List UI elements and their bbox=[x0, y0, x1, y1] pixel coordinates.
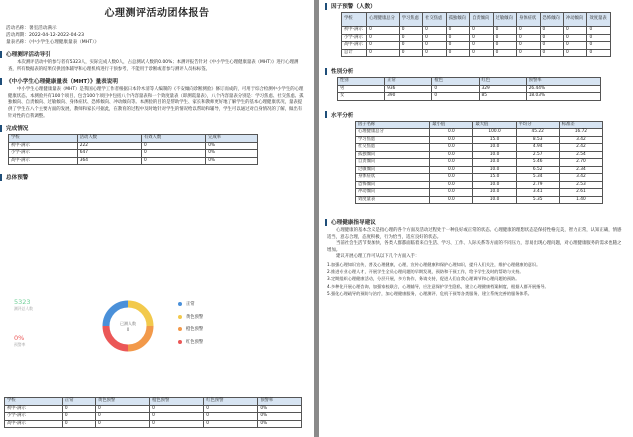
report-title: 心理测评活动团体报告 bbox=[104, 8, 210, 19]
table-cell: 222 bbox=[77, 142, 141, 150]
table-cell: 0 bbox=[367, 34, 400, 42]
donut-legend bbox=[178, 298, 203, 348]
table-cell: 0.0 bbox=[430, 181, 473, 189]
table-cell: 0 bbox=[563, 27, 586, 35]
advice-paragraph-1: 心理健康的基本含义是指心理的各个方面及活动过程处于一种良好或正常的状态。心理健康的理想状态是保持性格完美，智力正常，认知正确，情感适当，意志合理，态度积极，行为恰当，适应良好的状态。 bbox=[327, 228, 622, 240]
section-level: 水平分析 bbox=[325, 111, 633, 119]
table-header-cell: 平均分 bbox=[516, 121, 559, 129]
table-cell: 总计 bbox=[342, 49, 367, 57]
table-row bbox=[356, 144, 603, 152]
table-cell: 学习焦虑 bbox=[356, 136, 430, 144]
table-cell: 10.0 bbox=[473, 196, 516, 204]
table-cell: 冲动倾向 bbox=[356, 189, 430, 197]
table-cell: 0.0 bbox=[430, 151, 473, 159]
table-cell: 0 bbox=[367, 27, 400, 35]
table-cell: 0.0 bbox=[430, 136, 473, 144]
section-guide: 心理测评活动导引 bbox=[0, 50, 314, 58]
table-cell: 过敏倾向 bbox=[356, 166, 430, 174]
table-header-cell: 因子名称 bbox=[356, 121, 430, 129]
summary-stats bbox=[14, 298, 33, 348]
table-cell: 0 bbox=[517, 42, 540, 50]
intro-paragraph: 本次测评活动中的参与者有5323人，实际完成人数0人，占总测试人数的0.00%；本测评报告针对《中小学生心理健康量表（MHT）》进行心理测查，所有数据表的结果仅供团体辅导和心理机构进行干预参考，不能用于诊断或者参与测评人员标标签。 bbox=[8, 60, 299, 72]
table-cell: 小学-满示 bbox=[342, 34, 367, 42]
table-cell: 3.41 bbox=[516, 189, 559, 197]
table-cell: 自责倾向 bbox=[356, 159, 430, 167]
table-cell: 初中-满示 bbox=[342, 27, 367, 35]
donut-center-value: 0 bbox=[126, 327, 130, 332]
table-cell: 0 bbox=[587, 42, 611, 50]
table-cell: 0 bbox=[446, 34, 469, 42]
table-row bbox=[5, 405, 302, 413]
table-cell: 100.0 bbox=[473, 129, 516, 137]
table-row bbox=[342, 27, 611, 35]
section-gender: 性别分析 bbox=[325, 67, 633, 75]
table-header-cell: 黄色预警 bbox=[96, 398, 150, 406]
table-cell: 0.0 bbox=[430, 189, 473, 197]
table-cell: 3.42 bbox=[559, 136, 602, 144]
warning-table bbox=[4, 397, 302, 428]
table-cell: 2.53 bbox=[559, 181, 602, 189]
table-cell: 0 bbox=[204, 413, 258, 421]
table-cell: 0 bbox=[493, 49, 516, 57]
table-row bbox=[356, 159, 603, 167]
table-cell: 2.79 bbox=[516, 181, 559, 189]
table-cell: 0.0 bbox=[430, 159, 473, 167]
activity-name: 活动名称：暑室活动满示 bbox=[6, 26, 57, 31]
warning-rate-label: 预警率 bbox=[14, 342, 26, 347]
table-header-cell: 效度量表 bbox=[587, 13, 611, 27]
table-cell: 女 bbox=[338, 93, 385, 101]
table-cell: 4.94 bbox=[516, 144, 559, 152]
table-cell: 0% bbox=[206, 150, 258, 158]
table-cell: 5.46 bbox=[516, 159, 559, 167]
table-header-cell: 完成率 bbox=[206, 135, 258, 143]
table-header-cell: 预警率 bbox=[526, 78, 600, 86]
completion-table bbox=[8, 134, 258, 165]
table-cell: 0% bbox=[258, 413, 302, 421]
scale-name: 量表名称：《中小学生心理健康量表（MHT）》 bbox=[6, 40, 99, 45]
table-cell: 高中-满示 bbox=[9, 157, 78, 165]
table-cell: 0 bbox=[62, 405, 95, 413]
section-completion: 完成情况 bbox=[0, 124, 314, 132]
table-row bbox=[356, 174, 603, 182]
table-cell: 0 bbox=[540, 34, 563, 42]
table-cell: 0 bbox=[470, 42, 493, 50]
table-cell: 0 bbox=[432, 93, 479, 101]
table-row bbox=[356, 136, 603, 144]
table-cell: 0.0 bbox=[430, 196, 473, 204]
table-cell: 5.34 bbox=[516, 174, 559, 182]
table-cell: 0 bbox=[563, 34, 586, 42]
table-cell: 0 bbox=[96, 405, 150, 413]
table-header-cell: 有效人数 bbox=[141, 135, 205, 143]
table-cell: 0 bbox=[367, 49, 400, 57]
table-cell: 45.22 bbox=[516, 129, 559, 137]
warning-rate: 0% bbox=[14, 334, 25, 342]
table-header-cell: 孤独倾向 bbox=[446, 13, 469, 27]
table-cell: 0 bbox=[399, 34, 422, 42]
table-row bbox=[9, 157, 258, 165]
table-header-cell: 恐怖倾向 bbox=[540, 13, 563, 27]
gender-table bbox=[337, 77, 601, 101]
table-cell: 0 bbox=[204, 405, 258, 413]
table-cell: 0 bbox=[150, 405, 204, 413]
table-cell: 2.57 bbox=[516, 151, 559, 159]
advice-item: 5.强化心理疏导的预防与治疗，加心理健康服务，心理测评、危机干预等各类服务，建立系统完善的服务体系。 bbox=[327, 290, 532, 296]
table-cell: 0 bbox=[141, 142, 205, 150]
table-row bbox=[5, 413, 302, 421]
table-cell: 0 bbox=[423, 27, 446, 35]
table-cell: 恐怖倾向 bbox=[356, 181, 430, 189]
table-row bbox=[342, 49, 611, 57]
table-header-cell: 正常 bbox=[385, 78, 432, 86]
table-header-cell: 标准差 bbox=[559, 121, 602, 129]
section-factor: 因子预警（人数） bbox=[325, 2, 633, 10]
table-cell: 0.0 bbox=[430, 174, 473, 182]
table-cell: 0 bbox=[540, 42, 563, 50]
table-header-cell: 红色 bbox=[479, 78, 526, 86]
table-cell: 身体症状 bbox=[356, 174, 430, 182]
table-cell: 小学-满示 bbox=[5, 413, 63, 421]
table-row bbox=[342, 42, 611, 50]
table-cell: 0 bbox=[517, 49, 540, 57]
table-header-row bbox=[5, 398, 302, 406]
table-cell: 初中-满示 bbox=[9, 142, 78, 150]
table-cell: 心理健康总分 bbox=[356, 129, 430, 137]
table-cell: 2.42 bbox=[559, 144, 602, 152]
table-cell: 16.72 bbox=[559, 129, 602, 137]
table-cell: 0 bbox=[96, 413, 150, 421]
table-cell: 0 bbox=[399, 49, 422, 57]
table-header-cell: 冲动倾向 bbox=[563, 13, 586, 27]
advice-item: 3.定期组织心理健康活动，分层开展，多方协作，务请支持，促进人们自我心理调节和心理问题的预防。 bbox=[327, 276, 520, 282]
table-cell: 社交焦虑 bbox=[356, 144, 430, 152]
table-header-cell: 性别 bbox=[338, 78, 385, 86]
table-cell: 3.42 bbox=[559, 174, 602, 182]
table-cell: 0 bbox=[493, 27, 516, 35]
advice-item: 1.加强心理知识宣传，普及心理健康，心理，宣传心理健康和保护心理知识，提升人们关注，维护心理健康的意识。 bbox=[327, 261, 541, 267]
table-header-cell: 正常 bbox=[62, 398, 95, 406]
level-table bbox=[355, 121, 603, 205]
report-page-1 bbox=[0, 0, 314, 437]
table-header-cell: 学校 bbox=[342, 13, 367, 27]
table-cell: 10.0 bbox=[473, 159, 516, 167]
table-header-cell: 最小值 bbox=[430, 121, 473, 129]
table-header-cell: 橙色预警 bbox=[150, 398, 204, 406]
legend-item-yellow: 黄色预警 bbox=[178, 311, 203, 324]
table-cell: 0 bbox=[399, 42, 422, 50]
table-cell: 0 bbox=[204, 420, 258, 428]
table-cell: 0 bbox=[470, 49, 493, 57]
table-header-cell: 学习焦虑 bbox=[399, 13, 422, 27]
total-count-label: 测评总人数 bbox=[14, 306, 33, 311]
table-row bbox=[9, 142, 258, 150]
table-cell: 15.0 bbox=[473, 136, 516, 144]
table-cell: 8.53 bbox=[516, 136, 559, 144]
table-cell: 0 bbox=[446, 27, 469, 35]
table-header-row bbox=[338, 78, 601, 86]
advice-item: 4.多种化开展心理咨询，加强家校联合，心理辅导，应注意保护学生隐私，建立心理健康档案制度，根据人群开展指导。 bbox=[327, 283, 549, 289]
table-cell: 1.40 bbox=[559, 196, 602, 204]
table-cell: 390 bbox=[385, 93, 432, 101]
table-cell: 10.0 bbox=[473, 181, 516, 189]
table-cell: 0% bbox=[206, 157, 258, 165]
table-cell: 0 bbox=[399, 27, 422, 35]
table-cell: 0.0 bbox=[430, 166, 473, 174]
activity-period: 活动周期：2022-04-12-2022-04-23 bbox=[6, 33, 85, 38]
table-header-cell: 心理健康总分 bbox=[367, 13, 400, 27]
table-cell: 0 bbox=[62, 413, 95, 421]
advice-item: 2.推进专业心理人才，开展学生全员心理问题的早期发现，预防和干预工作，给予学生及时的帮助与支持。 bbox=[327, 269, 524, 275]
table-cell: 0.0 bbox=[430, 144, 473, 152]
legend-item-red: 红色预警 bbox=[178, 336, 203, 349]
table-cell: 10.0 bbox=[473, 151, 516, 159]
table-cell: 647 bbox=[77, 150, 141, 158]
table-header-cell: 红色预警 bbox=[204, 398, 258, 406]
advice-paragraph-2: 当前社会生活节奏加快，各类人群都面临着来自生活、学习、工作、人际关系等方面的不同压力，容易出现心理问题，对心理健康服务的需求也随之增加。 bbox=[327, 241, 622, 253]
table-cell: 0 bbox=[423, 49, 446, 57]
table-cell: 2.61 bbox=[559, 189, 602, 197]
table-row bbox=[338, 93, 601, 101]
legend-item-orange: 橙色预警 bbox=[178, 323, 203, 336]
table-cell: 高中-满示 bbox=[5, 420, 63, 428]
table-cell: 0 bbox=[470, 34, 493, 42]
table-header-cell: 身体症状 bbox=[517, 13, 540, 27]
table-cell: 0 bbox=[432, 85, 479, 93]
table-row bbox=[356, 166, 603, 174]
table-row bbox=[356, 181, 603, 189]
table-row bbox=[338, 85, 601, 93]
table-cell: 小学-满示 bbox=[9, 150, 78, 158]
section-advice: 心理健康指导建议 bbox=[325, 218, 633, 226]
table-cell: 0 bbox=[150, 413, 204, 421]
table-header-cell: 橙色 bbox=[432, 78, 479, 86]
table-cell: 329 bbox=[479, 85, 526, 93]
table-cell: 0 bbox=[493, 34, 516, 42]
table-row bbox=[356, 129, 603, 137]
table-cell: 0 bbox=[141, 150, 205, 158]
table-cell: 0 bbox=[493, 42, 516, 50]
table-cell: 10.0 bbox=[473, 189, 516, 197]
table-cell: 0 bbox=[141, 157, 205, 165]
table-cell: 0 bbox=[367, 42, 400, 50]
table-header-row bbox=[342, 13, 611, 27]
legend-item-normal: 正常 bbox=[178, 298, 203, 311]
table-cell: 364 bbox=[77, 157, 141, 165]
advice-paragraph-3: 建议开展心理工作可从以下几个方面入手： bbox=[336, 254, 420, 260]
warning-donut-chart bbox=[98, 296, 158, 356]
table-cell: 0 bbox=[540, 27, 563, 35]
table-cell: 2.70 bbox=[559, 159, 602, 167]
table-cell: 0 bbox=[587, 34, 611, 42]
section-warning: 总体预警 bbox=[0, 173, 314, 181]
table-header-cell: 过敏倾向 bbox=[493, 13, 516, 27]
table-header-cell: 自责倾向 bbox=[470, 13, 493, 27]
table-cell: 2.54 bbox=[559, 151, 602, 159]
table-cell: 0 bbox=[446, 42, 469, 50]
table-row bbox=[356, 196, 603, 204]
table-cell: 10.0 bbox=[473, 166, 516, 174]
table-header-cell: 学校 bbox=[9, 135, 78, 143]
table-cell: 0.0 bbox=[430, 129, 473, 137]
table-row bbox=[342, 34, 611, 42]
table-cell: 0% bbox=[258, 420, 302, 428]
table-cell: 936 bbox=[385, 85, 432, 93]
factor-table bbox=[341, 12, 611, 57]
table-cell: 15.0 bbox=[473, 174, 516, 182]
table-cell: 0 bbox=[517, 34, 540, 42]
table-cell: 0% bbox=[206, 142, 258, 150]
table-cell: 高中-满示 bbox=[342, 42, 367, 50]
table-cell: 0 bbox=[587, 27, 611, 35]
table-header-row bbox=[356, 121, 603, 129]
table-cell: 26.44% bbox=[526, 85, 600, 93]
table-cell: 2.34 bbox=[559, 166, 602, 174]
report-page-2 bbox=[319, 0, 633, 437]
table-cell: 0 bbox=[563, 42, 586, 50]
table-cell: 0% bbox=[258, 405, 302, 413]
table-header-cell: 学校 bbox=[5, 398, 63, 406]
table-cell: 0 bbox=[96, 420, 150, 428]
table-cell: 0 bbox=[150, 420, 204, 428]
total-count: 5323 bbox=[14, 298, 31, 306]
table-header-cell: 预警率 bbox=[258, 398, 302, 406]
table-row bbox=[356, 189, 603, 197]
table-cell: 0 bbox=[470, 27, 493, 35]
table-cell: 10.0 bbox=[473, 144, 516, 152]
table-row bbox=[9, 150, 258, 158]
table-row bbox=[356, 151, 603, 159]
table-cell: 0 bbox=[517, 27, 540, 35]
table-cell: 初中-满示 bbox=[5, 405, 63, 413]
report-meta bbox=[0, 25, 314, 46]
scale-description: 中小学生心理健康量表（MHT）是我国心理学工作者根据日本铃木清等人编制的《不安倾向诊断测验》修订而成的，可用于综合检测中小学生的心理健康状态。本测验共有100个项目，包含100个项目中包括八个内容量表和一个效度量表（即测谎量表），八个内容量表分别是：学习焦虑、社交焦虑、孤独倾向、自责倾向、过敏倾向、身体症状、恐怖倾向、冲动倾向等。本测验的目的是帮助学生、家长和教师更好地了解学生的基本心理健康状况，量表提供了学生在八个主要方面的发展，教师和家长可据此，在教育的过程中及时地针对学生的情况给以帮助和辅导，学生可以通过对自身情况的了解，做出有针对性的自我调整。 bbox=[8, 87, 304, 119]
table-header-cell: 社交焦虑 bbox=[423, 13, 446, 27]
table-header-row bbox=[9, 135, 258, 143]
table-cell: 效度量表 bbox=[356, 196, 430, 204]
table-row bbox=[5, 420, 302, 428]
donut-center-label: 已测人数 bbox=[120, 321, 136, 326]
table-cell: 0 bbox=[423, 34, 446, 42]
table-cell: 0 bbox=[587, 49, 611, 57]
table-cell: 0 bbox=[540, 49, 563, 57]
table-cell: 0 bbox=[62, 420, 95, 428]
table-header-cell: 最大值 bbox=[473, 121, 516, 129]
table-cell: 0 bbox=[423, 42, 446, 50]
table-cell: 0 bbox=[446, 49, 469, 57]
advice-list bbox=[319, 261, 633, 297]
section-scale: 《中小学生心理健康量表（MHT）》量表说明 bbox=[0, 77, 314, 85]
table-header-cell: 活动人数 bbox=[77, 135, 141, 143]
table-cell: 6.52 bbox=[516, 166, 559, 174]
table-cell: 5.35 bbox=[516, 196, 559, 204]
table-cell: 18.03% bbox=[526, 93, 600, 101]
table-cell: 0 bbox=[563, 49, 586, 57]
table-cell: 85 bbox=[479, 93, 526, 101]
table-cell: 孤独倾向 bbox=[356, 151, 430, 159]
table-cell: 男 bbox=[338, 85, 385, 93]
